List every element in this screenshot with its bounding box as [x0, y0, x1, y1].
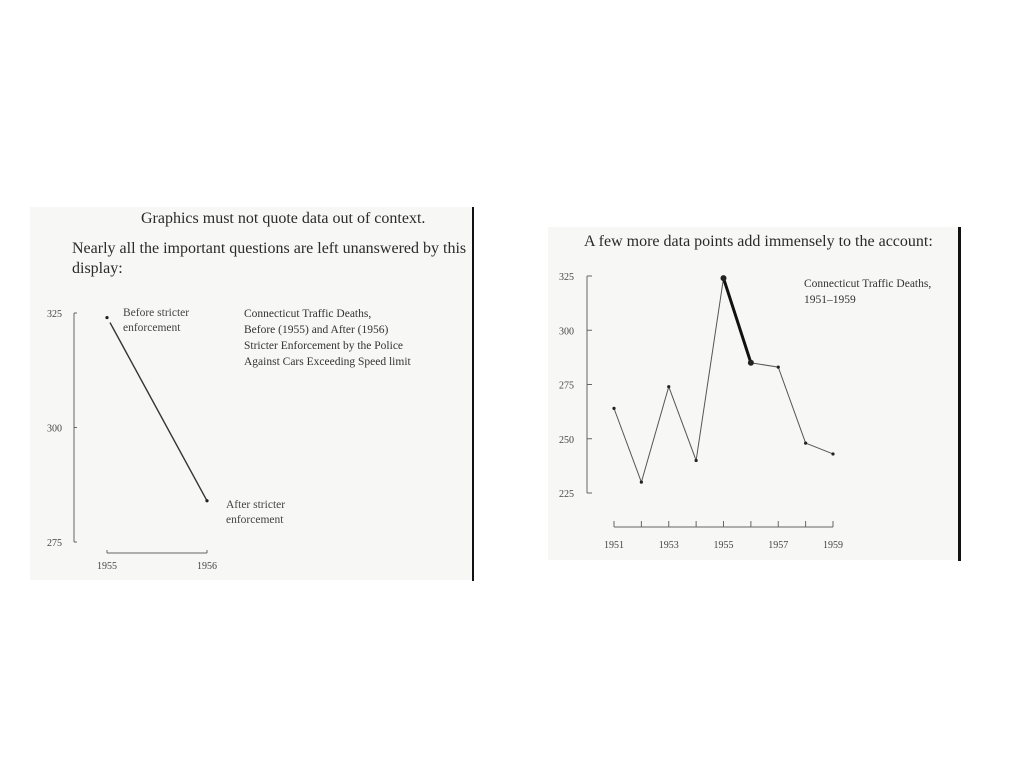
series-segment: [614, 408, 641, 482]
caption-line: Before (1955) and After (1956): [244, 324, 389, 336]
data-point: [721, 275, 727, 281]
data-point: [640, 481, 643, 484]
data-point: [804, 441, 807, 444]
y-tick-label: 325: [559, 272, 574, 283]
y-tick-label: 300: [47, 423, 62, 435]
caption-line: Against Cars Exceeding Speed limit: [244, 356, 411, 368]
y-tick-label: 225: [559, 489, 574, 500]
right-panel-title: A few more data points add immensely to the account:: [584, 233, 933, 250]
caption-line: Connecticut Traffic Deaths,: [244, 308, 372, 320]
series-segment: [669, 387, 696, 461]
caption-line: Stricter Enforcement by the Police: [244, 340, 404, 352]
series-segment: [751, 363, 778, 367]
data-point: [777, 366, 780, 369]
y-tick-label: 275: [47, 538, 62, 549]
data-point: [831, 452, 834, 455]
y-tick-label: 325: [47, 309, 62, 320]
data-point: [748, 360, 754, 366]
y-tick-label: 250: [559, 434, 574, 446]
annotation-after-line2: enforcement: [226, 514, 284, 526]
x-tick-label: 1953: [658, 540, 679, 551]
annotation-after-line1: After stricter: [226, 499, 286, 511]
x-tick-label: 1956: [197, 561, 217, 572]
caption-line: Connecticut Traffic Deaths,: [804, 278, 932, 290]
annotation-before-line1: Before stricter: [123, 307, 190, 319]
caption-line: 1951–1959: [804, 294, 856, 306]
data-point: [612, 407, 615, 410]
x-tick-label: 1959: [823, 540, 843, 551]
left-panel-question: Nearly all the important questions are left unanswered by this display:: [72, 240, 467, 277]
series-segment: [641, 387, 668, 482]
series-segment: [778, 367, 805, 443]
y-tick-label: 300: [559, 326, 574, 338]
annotation-before-line2: enforcement: [123, 322, 181, 334]
x-tick-label: 1951: [604, 540, 624, 551]
series-segment: [696, 278, 723, 460]
x-tick-label: 1955: [713, 540, 734, 551]
highlight-segment: [724, 278, 751, 363]
left-panel-title: Graphics must not quote data out of context.: [141, 210, 426, 227]
series-segment: [806, 443, 833, 454]
data-point: [667, 385, 670, 388]
data-point: [695, 459, 698, 462]
x-tick-label: 1957: [768, 540, 789, 551]
x-tick-label: 1955: [97, 561, 117, 572]
y-tick-label: 275: [559, 380, 574, 392]
